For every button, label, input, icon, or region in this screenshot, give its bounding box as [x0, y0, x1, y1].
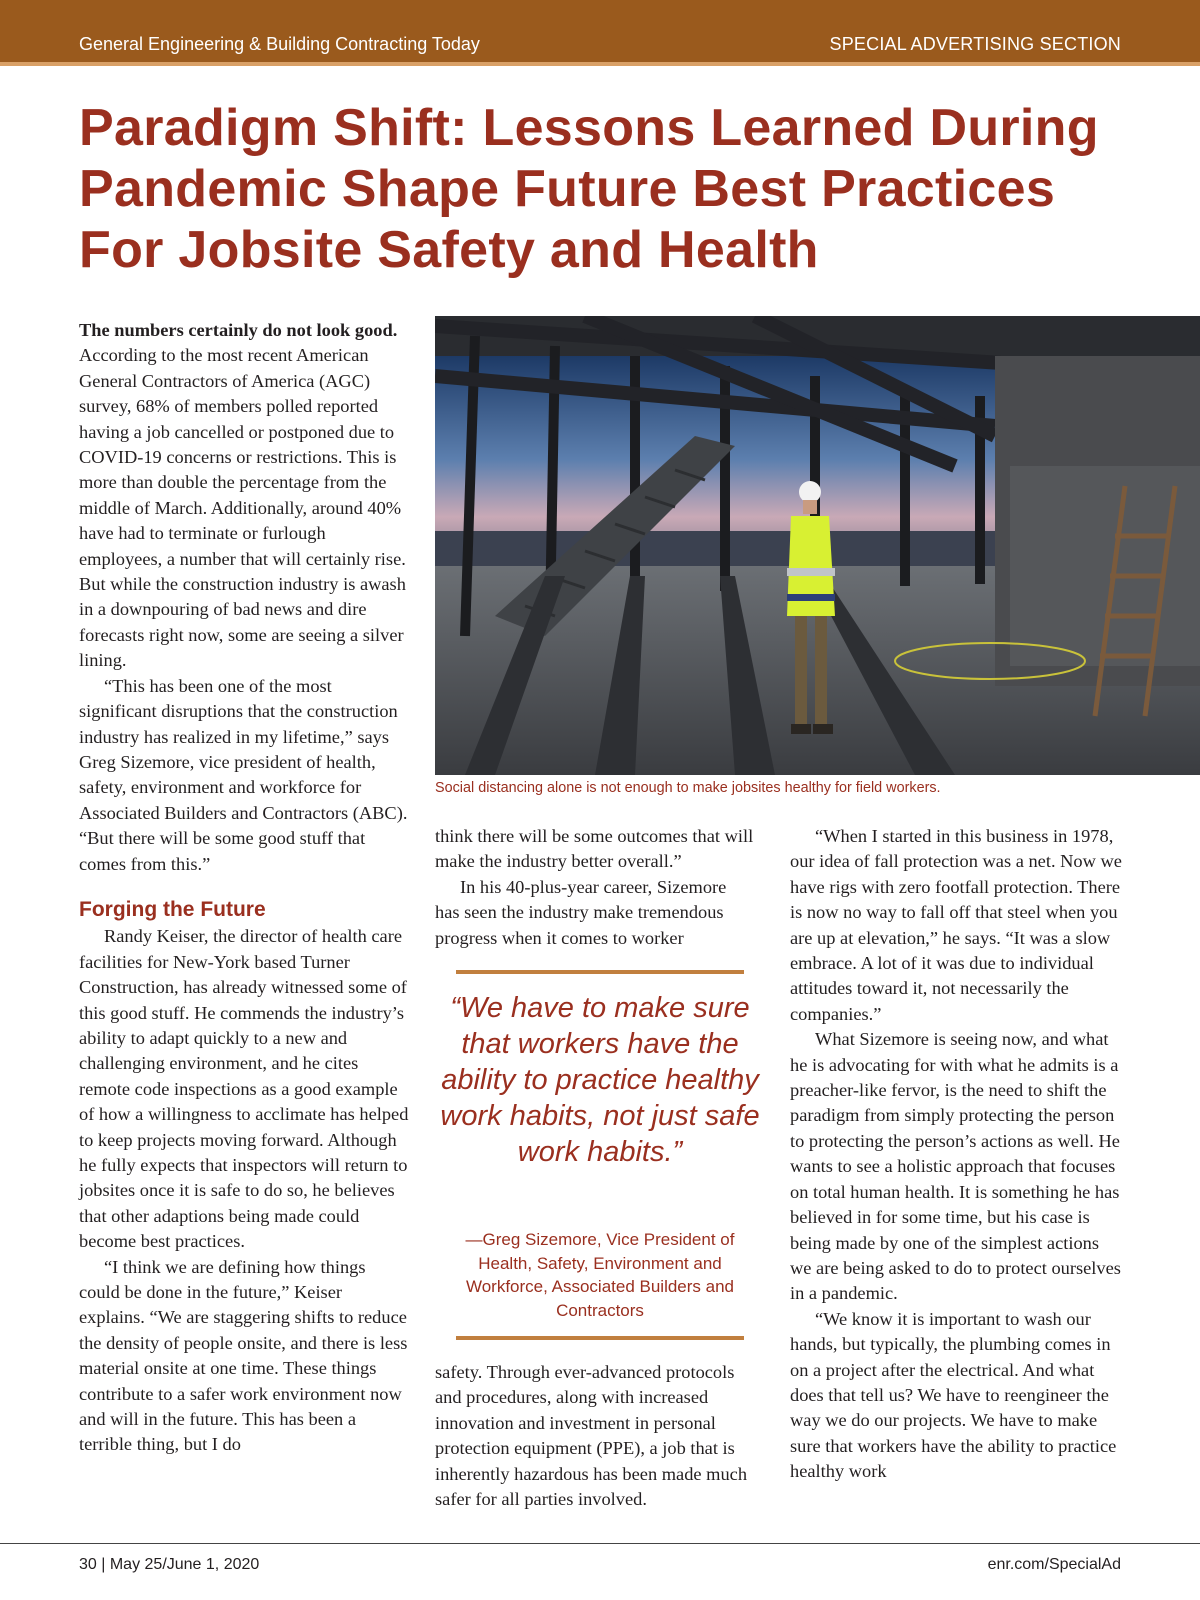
- pullquote-top-rule: [456, 970, 744, 974]
- lead-bold-text: The numbers certainly do not look good.: [79, 320, 398, 340]
- pullquote-attribution: —Greg Sizemore, Vice President of Health, Safety, Environment and Workforce, Associated Builders and Contractors: [465, 1230, 735, 1320]
- pullquote-bottom-rule: [456, 1336, 744, 1340]
- pullquote-text: “We have to make sure that workers have the ability to practice healthy work habits, not just safe work habits.”: [440, 992, 760, 1168]
- section-label: SPECIAL ADVERTISING SECTION: [829, 34, 1121, 54]
- column-2-bottom: [435, 1360, 755, 1512]
- paragraph: In his 40-plus-year career, Sizemore has seen the industry make tremendous progress when it comes to worker: [435, 876, 727, 948]
- column-3: [790, 824, 1125, 1485]
- paragraph: “When I started in this business in 1978, our idea of fall protection was a net. Now we have rigs with zero footfall protection. There is now no way to fall off that steel when you are up at elevation,” he says. “It was a slow embrace. A lot of it was due to individual attitudes toward it, not necessarily the companies.”: [790, 826, 1122, 1024]
- paragraph: safety. Through ever-advanced protocols and procedures, along with increased innovation and investment in personal protection equipment (PPE), a job that is inherently hazardous has been made much safer for all parties involved.: [435, 1362, 748, 1510]
- paragraph: “This has been one of the most significant disruptions that the construction industry has realized in my lifetime,” says Greg Sizemore, vice president of health, safety, environment and workforce for Associated Builders and Contractors (ABC). “But there will be some good stuff that comes from this.”: [79, 675, 408, 874]
- page-info: 30 | May 25/June 1, 2020: [79, 1556, 260, 1573]
- top-banner: [0, 0, 1200, 66]
- paragraph: Randy Keiser, the director of health care facilities for New-York based Turner Construction, has already witnessed some of this good stuff. He commends the industry’s ability to adapt quickly to a new and challenging environment, and he cites remote code inspections as a good example of how a willingness to acclimate has helped to keep projects moving forward. Although he fully expects that inspectors will return to jobsites once it is safe to do so, he believes that other adaptions being made could become best practices.: [79, 926, 409, 1252]
- footer-url[interactable]: enr.com/SpecialAd: [987, 1556, 1121, 1573]
- column-1: [79, 318, 409, 1458]
- photo-caption: Social distancing alone is not enough to make jobsites healthy for field workers.: [435, 780, 941, 796]
- paragraph: “I think we are defining how things could be done in the future,” Keiser explains. “We are staggering shifts to reduce the density of people onsite, and there is less material onsite at one time. These things contribute to a safer work environment now and will in the future. This has been a terrible thing, but I do: [79, 1256, 408, 1455]
- lead-text: According to the most recent American General Contractors of America (AGC) survey, 68% of members polled reported having a job cancelled or postponed due to COVID-19 concerns or restrictions. This is more than double the percentage from the middle of March. Additionally, around 40% have had to terminate or furlough employees, a number that will certainly rise. But while the construction industry is awash in a downpouring of bad news and dire forecasts right now, some are seeing a silver lining.: [79, 345, 406, 671]
- jobsite-photo: [435, 316, 1200, 775]
- publication-name: General Engineering & Building Contracting Today: [79, 34, 480, 54]
- article-title: Paradigm Shift: Lessons Learned During Pandemic Shape Future Best Practices For Jobsite Safety and Health: [79, 99, 1099, 279]
- paragraph: think there will be some outcomes that will make the industry better overall.”: [435, 826, 754, 872]
- column-2-top: [435, 824, 755, 951]
- footer-divider: [0, 1543, 1200, 1544]
- paragraph: “We know it is important to wash our hands, but typically, the plumbing comes in on a project after the electrical. And what does that tell us? We have to reengineer the way we do our projects. We have to make sure that workers have the ability to practice healthy work: [790, 1308, 1117, 1482]
- lead-paragraph: [79, 318, 409, 674]
- paragraph: What Sizemore is seeing now, and what he is advocating for with what he admits is a preacher-like fervor, is the need to shift the paradigm from simply protecting the person to protecting the person’s actions as well. He wants to see a holistic approach that focuses on total human health. It is something he has believed in for some time, but his case is being made by one of the simplest actions we are being asked to do to protect ourselves in a pandemic.: [790, 1029, 1121, 1304]
- section-subhead: Forging the Future: [79, 897, 266, 921]
